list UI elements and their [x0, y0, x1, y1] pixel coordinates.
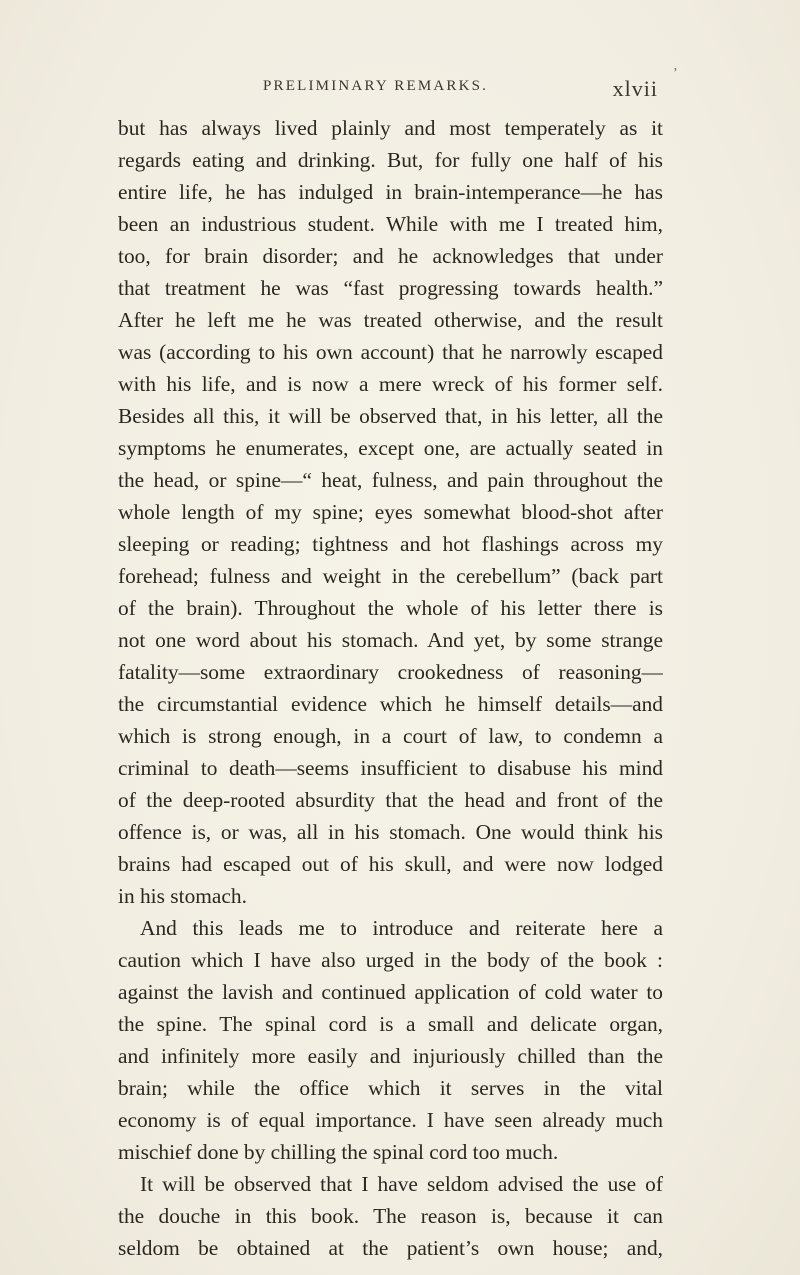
text-line: fatality—some extraordinary crookedness of reasoning— [118, 660, 663, 684]
text-line: And this leads me to introduce and reiterate here a [140, 916, 663, 940]
text-line: too, for brain disorder; and he acknowledges that under [118, 244, 663, 268]
running-head: PRELIMINARY REMARKS. [263, 78, 489, 94]
text-line: of the deep-rooted absurdity that the head and front of the [118, 788, 663, 812]
text-line: and infinitely more easily and injuriously chilled than the [118, 1044, 663, 1068]
text-line: against the lavish and continued application of cold water to [118, 980, 663, 1004]
text-line: been an industrious student. While with me I treated him, [118, 212, 663, 236]
text-line: After he left me he was treated otherwise, and the result [118, 308, 663, 332]
text-line: the circumstantial evidence which he himself details—and [118, 692, 663, 716]
text-line: symptoms he enumerates, except one, are actually seated in [118, 436, 663, 460]
text-line: not one word about his stomach. And yet, by some strange [118, 628, 663, 652]
text-line: the douche in this book. The reason is, because it can [118, 1204, 663, 1228]
page-header [118, 78, 658, 108]
text-line: the spine. The spinal cord is a small and delicate organ, [118, 1012, 663, 1036]
text-line: that treatment he was “fast progressing towards health.” [118, 276, 663, 300]
text-line: offence is, or was, all in his stomach. One would think his [118, 820, 663, 844]
text-line: entire life, he has indulged in brain-intemperance—he has [118, 180, 663, 204]
body-text [118, 112, 663, 1264]
text-line: brain; while the office which it serves in the vital [118, 1076, 663, 1100]
text-line: criminal to death—seems insufficient to disabuse his mind [118, 756, 663, 780]
page-number: xlvii [612, 76, 658, 101]
text-line: sleeping or reading; tightness and hot flashings across my [118, 532, 663, 556]
text-line: seldom be obtained at the patient’s own house; and, [118, 1236, 663, 1260]
text-line: with his life, and is now a mere wreck of his former self. [118, 372, 663, 396]
text-line: of the brain). Throughout the whole of his letter there is [118, 596, 663, 620]
text-line: regards eating and drinking. But, for fully one half of his [118, 148, 663, 172]
text-line: caution which I have also urged in the body of the book : [118, 948, 663, 972]
text-line: mischief done by chilling the spinal cord too much. [118, 1140, 559, 1164]
text-line: brains had escaped out of his skull, and were now lodged [118, 852, 663, 876]
text-line: Besides all this, it will be observed that, in his letter, all the [118, 404, 663, 428]
text-line: whole length of my spine; eyes somewhat blood-shot after [118, 500, 663, 524]
text-line: It will be observed that I have seldom advised the use of [140, 1172, 663, 1196]
corner-mark: ’ [673, 66, 678, 81]
text-line: forehead; fulness and weight in the cerebellum” (back part [118, 564, 663, 588]
text-line: was (according to his own account) that he narrowly escaped [118, 340, 663, 364]
text-line: which is strong enough, in a court of law, to condemn a [118, 724, 663, 748]
text-line: in his stomach. [118, 884, 247, 908]
text-line: economy is of equal importance. I have seen already much [118, 1108, 663, 1132]
text-line: the head, or spine—“ heat, fulness, and pain throughout the [118, 468, 663, 492]
text-line: but has always lived plainly and most temperately as it [118, 116, 663, 140]
